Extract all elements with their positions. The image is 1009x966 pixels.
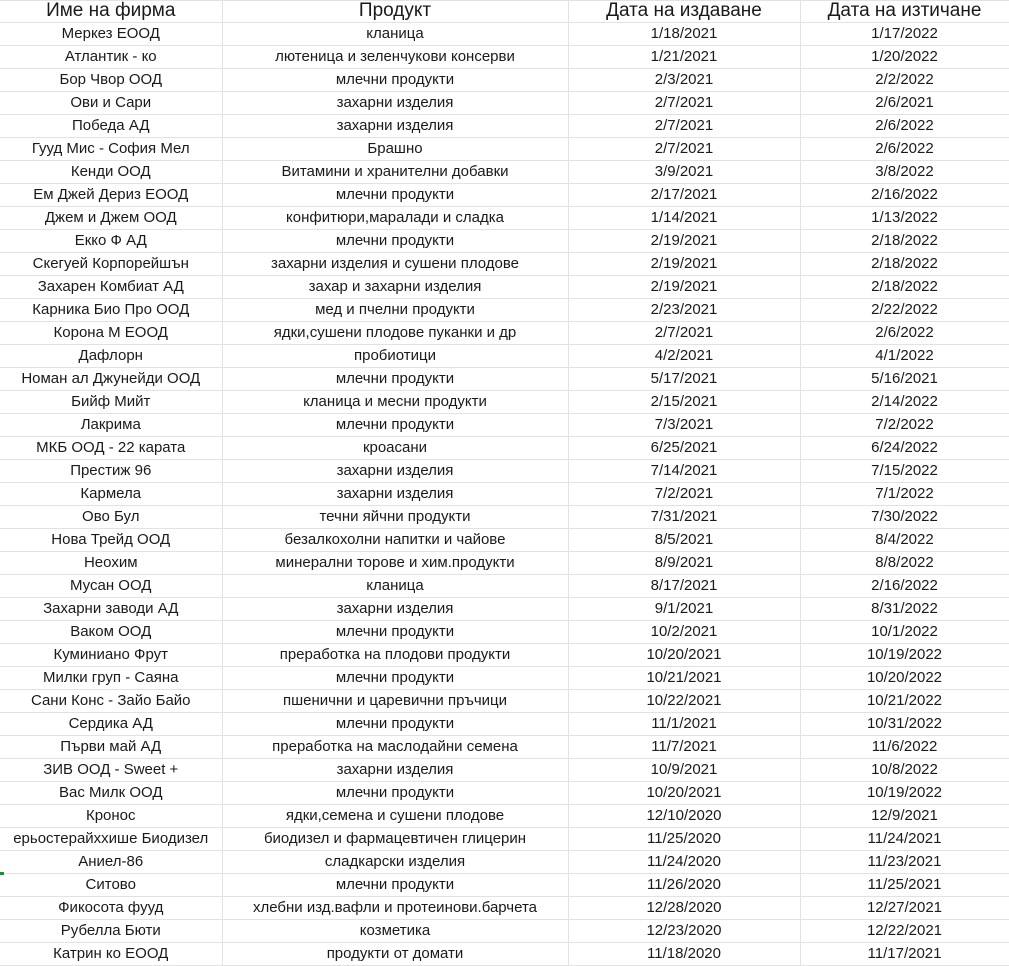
product-cell[interactable]: млечни продукти: [222, 414, 568, 437]
product-cell[interactable]: минерални торове и хим.продукти: [222, 552, 568, 575]
issue-date-cell[interactable]: 2/7/2021: [568, 138, 800, 161]
issue-date-cell[interactable]: 10/9/2021: [568, 759, 800, 782]
company-cell[interactable]: Лакрима: [0, 414, 222, 437]
table-row: [0, 621, 1009, 644]
table-row: [0, 69, 1009, 92]
company-cell[interactable]: Екко Ф АД: [0, 230, 222, 253]
table-row: [0, 828, 1009, 851]
issue-date-cell[interactable]: 12/23/2020: [568, 920, 800, 943]
product-cell[interactable]: сладкарски изделия: [222, 851, 568, 874]
company-cell[interactable]: Ем Джей Дериз ЕООД: [0, 184, 222, 207]
expiry-date-cell[interactable]: 10/8/2022: [800, 759, 1009, 782]
product-cell[interactable]: млечни продукти: [222, 667, 568, 690]
product-cell[interactable]: безалкохолни напитки и чайове: [222, 529, 568, 552]
company-cell[interactable]: Дафлорн: [0, 345, 222, 368]
expiry-date-cell[interactable]: 8/4/2022: [800, 529, 1009, 552]
issue-date-cell[interactable]: 7/2/2021: [568, 483, 800, 506]
company-cell[interactable]: Ови и Сари: [0, 92, 222, 115]
expiry-date-cell[interactable]: 2/18/2022: [800, 276, 1009, 299]
expiry-date-cell[interactable]: 6/24/2022: [800, 437, 1009, 460]
issue-date-cell[interactable]: 11/7/2021: [568, 736, 800, 759]
product-cell[interactable]: кланица: [222, 23, 568, 46]
expiry-date-cell[interactable]: 1/13/2022: [800, 207, 1009, 230]
table-row: [0, 943, 1009, 966]
company-cell[interactable]: Захарни заводи АД: [0, 598, 222, 621]
table-row: [0, 184, 1009, 207]
company-cell[interactable]: Мусан ООД: [0, 575, 222, 598]
issue-date-cell[interactable]: 3/9/2021: [568, 161, 800, 184]
table-row: [0, 207, 1009, 230]
product-cell[interactable]: захарни изделия и сушени плодове: [222, 253, 568, 276]
product-cell[interactable]: кроасани: [222, 437, 568, 460]
issue-date-cell[interactable]: 10/20/2021: [568, 782, 800, 805]
table-row: [0, 713, 1009, 736]
issue-date-cell[interactable]: 7/3/2021: [568, 414, 800, 437]
product-cell[interactable]: кланица: [222, 575, 568, 598]
issue-date-cell[interactable]: 8/17/2021: [568, 575, 800, 598]
company-cell[interactable]: Нова Трейд ООД: [0, 529, 222, 552]
issue-date-cell[interactable]: 11/25/2020: [568, 828, 800, 851]
company-cell[interactable]: Куминиано Фрут: [0, 644, 222, 667]
issue-date-cell[interactable]: 12/28/2020: [568, 897, 800, 920]
issue-date-cell[interactable]: 2/3/2021: [568, 69, 800, 92]
table-row: [0, 115, 1009, 138]
product-cell[interactable]: пробиотици: [222, 345, 568, 368]
company-cell[interactable]: Захарен Комбиат АД: [0, 276, 222, 299]
product-cell[interactable]: млечни продукти: [222, 69, 568, 92]
company-cell[interactable]: Катрин ко ЕООД: [0, 943, 222, 966]
product-cell[interactable]: захарни изделия: [222, 483, 568, 506]
table-row: [0, 690, 1009, 713]
table-row: [0, 483, 1009, 506]
expiry-date-cell[interactable]: 1/20/2022: [800, 46, 1009, 69]
company-cell[interactable]: Меркез ЕООД: [0, 23, 222, 46]
issue-date-cell[interactable]: 2/17/2021: [568, 184, 800, 207]
table-row: [0, 437, 1009, 460]
table-row: [0, 759, 1009, 782]
product-cell[interactable]: биодизел и фармацевтичен глицерин: [222, 828, 568, 851]
company-cell[interactable]: Фикосота фууд: [0, 897, 222, 920]
expiry-date-cell[interactable]: 11/25/2021: [800, 874, 1009, 897]
company-cell[interactable]: Ситово: [0, 874, 222, 897]
table-row: [0, 506, 1009, 529]
table-row: [0, 92, 1009, 115]
company-cell[interactable]: ерьостерайххише Биодизел: [0, 828, 222, 851]
table-row: [0, 782, 1009, 805]
issue-date-cell[interactable]: 11/26/2020: [568, 874, 800, 897]
product-cell[interactable]: млечни продукти: [222, 874, 568, 897]
issue-date-cell[interactable]: 8/5/2021: [568, 529, 800, 552]
issue-date-cell[interactable]: 2/15/2021: [568, 391, 800, 414]
table-row: [0, 276, 1009, 299]
company-cell[interactable]: Корона М ЕООД: [0, 322, 222, 345]
expiry-date-cell[interactable]: 7/2/2022: [800, 414, 1009, 437]
issue-date-cell[interactable]: 1/14/2021: [568, 207, 800, 230]
company-cell[interactable]: Сердика АД: [0, 713, 222, 736]
product-cell[interactable]: пшенични и царевични пръчици: [222, 690, 568, 713]
issue-date-cell[interactable]: 2/19/2021: [568, 230, 800, 253]
expiry-date-cell[interactable]: 1/17/2022: [800, 23, 1009, 46]
company-cell[interactable]: Ово Бул: [0, 506, 222, 529]
expiry-date-cell[interactable]: 10/1/2022: [800, 621, 1009, 644]
issue-date-cell[interactable]: 8/9/2021: [568, 552, 800, 575]
table-row: [0, 230, 1009, 253]
expiry-date-cell[interactable]: 2/6/2021: [800, 92, 1009, 115]
table-row: [0, 552, 1009, 575]
product-cell[interactable]: течни яйчни продукти: [222, 506, 568, 529]
product-cell[interactable]: преработка на маслодайни семена: [222, 736, 568, 759]
product-cell[interactable]: захарни изделия: [222, 460, 568, 483]
issue-date-cell[interactable]: 2/7/2021: [568, 322, 800, 345]
expiry-date-cell[interactable]: 10/31/2022: [800, 713, 1009, 736]
table-row: [0, 253, 1009, 276]
expiry-date-cell[interactable]: 8/31/2022: [800, 598, 1009, 621]
issue-date-cell[interactable]: 10/21/2021: [568, 667, 800, 690]
issue-date-cell[interactable]: 2/19/2021: [568, 253, 800, 276]
product-cell[interactable]: захарни изделия: [222, 92, 568, 115]
product-cell[interactable]: захарни изделия: [222, 598, 568, 621]
header-cell-expiry-date[interactable]: Дата на изтичане: [800, 0, 1009, 23]
product-cell[interactable]: захар и захарни изделия: [222, 276, 568, 299]
expiry-date-cell[interactable]: 11/6/2022: [800, 736, 1009, 759]
product-cell[interactable]: лютеница и зеленчукови консерви: [222, 46, 568, 69]
issue-date-cell[interactable]: 11/1/2021: [568, 713, 800, 736]
expiry-date-cell[interactable]: 7/30/2022: [800, 506, 1009, 529]
table-row: [0, 161, 1009, 184]
issue-date-cell[interactable]: 1/18/2021: [568, 23, 800, 46]
expiry-date-cell[interactable]: 10/19/2022: [800, 782, 1009, 805]
company-cell[interactable]: Милки груп - Саяна: [0, 667, 222, 690]
company-cell[interactable]: Вас Милк ООД: [0, 782, 222, 805]
expiry-date-cell[interactable]: 7/1/2022: [800, 483, 1009, 506]
product-cell[interactable]: млечни продукти: [222, 713, 568, 736]
product-cell[interactable]: кланица и месни продукти: [222, 391, 568, 414]
header-cell-product[interactable]: Продукт: [222, 0, 568, 23]
issue-date-cell[interactable]: 11/18/2020: [568, 943, 800, 966]
table-row: [0, 598, 1009, 621]
company-cell[interactable]: Кронос: [0, 805, 222, 828]
issue-date-cell[interactable]: 4/2/2021: [568, 345, 800, 368]
table-row: [0, 345, 1009, 368]
expiry-date-cell[interactable]: 2/2/2022: [800, 69, 1009, 92]
header-row: [0, 0, 1009, 23]
issue-date-cell[interactable]: 9/1/2021: [568, 598, 800, 621]
product-cell[interactable]: преработка на плодови продукти: [222, 644, 568, 667]
expiry-date-cell[interactable]: 2/14/2022: [800, 391, 1009, 414]
expiry-date-cell[interactable]: 4/1/2022: [800, 345, 1009, 368]
expiry-date-cell[interactable]: 12/27/2021: [800, 897, 1009, 920]
expiry-date-cell[interactable]: 5/16/2021: [800, 368, 1009, 391]
table-row: [0, 46, 1009, 69]
product-cell[interactable]: хлебни изд.вафли и протеинови.барчета: [222, 897, 568, 920]
issue-date-cell[interactable]: 6/25/2021: [568, 437, 800, 460]
table-row: [0, 667, 1009, 690]
expiry-date-cell[interactable]: 2/18/2022: [800, 253, 1009, 276]
product-cell[interactable]: ядки,сушени плодове пуканки и др: [222, 322, 568, 345]
product-cell[interactable]: захарни изделия: [222, 759, 568, 782]
product-cell[interactable]: ядки,семена и сушени плодове: [222, 805, 568, 828]
issue-date-cell[interactable]: 2/19/2021: [568, 276, 800, 299]
company-cell[interactable]: Кармела: [0, 483, 222, 506]
expiry-date-cell[interactable]: 10/20/2022: [800, 667, 1009, 690]
selection-marker: [0, 872, 4, 875]
company-cell[interactable]: Бийф Мийт: [0, 391, 222, 414]
issue-date-cell[interactable]: 5/17/2021: [568, 368, 800, 391]
company-cell[interactable]: Престиж 96: [0, 460, 222, 483]
product-cell[interactable]: захарни изделия: [222, 115, 568, 138]
table-row: [0, 805, 1009, 828]
expiry-date-cell[interactable]: 10/21/2022: [800, 690, 1009, 713]
issue-date-cell[interactable]: 2/7/2021: [568, 92, 800, 115]
company-cell[interactable]: Джем и Джем ООД: [0, 207, 222, 230]
company-cell[interactable]: Сани Конс - Зайо Байо: [0, 690, 222, 713]
company-cell[interactable]: Нoман ал Джунейди ООД: [0, 368, 222, 391]
product-cell[interactable]: мед и пчелни продукти: [222, 299, 568, 322]
expiry-date-cell[interactable]: 2/22/2022: [800, 299, 1009, 322]
company-cell[interactable]: Атлантик - ко: [0, 46, 222, 69]
table-row: [0, 529, 1009, 552]
expiry-date-cell[interactable]: 2/6/2022: [800, 322, 1009, 345]
product-cell[interactable]: млечни продукти: [222, 368, 568, 391]
company-cell[interactable]: Ваком ООД: [0, 621, 222, 644]
company-cell[interactable]: ЗИВ ООД - Sweet +: [0, 759, 222, 782]
issue-date-cell[interactable]: 7/14/2021: [568, 460, 800, 483]
expiry-date-cell[interactable]: 11/24/2021: [800, 828, 1009, 851]
table-row: [0, 851, 1009, 874]
issue-date-cell[interactable]: 2/7/2021: [568, 115, 800, 138]
product-cell[interactable]: млечни продукти: [222, 230, 568, 253]
table-row: [0, 322, 1009, 345]
company-cell[interactable]: Рубелла Бюти: [0, 920, 222, 943]
issue-date-cell[interactable]: 10/20/2021: [568, 644, 800, 667]
issue-date-cell[interactable]: 12/10/2020: [568, 805, 800, 828]
expiry-date-cell[interactable]: 2/16/2022: [800, 575, 1009, 598]
issue-date-cell[interactable]: 10/22/2021: [568, 690, 800, 713]
company-cell[interactable]: Бор Чвор ООД: [0, 69, 222, 92]
issue-date-cell[interactable]: 2/23/2021: [568, 299, 800, 322]
product-cell[interactable]: Брашно: [222, 138, 568, 161]
expiry-date-cell[interactable]: 10/19/2022: [800, 644, 1009, 667]
product-cell[interactable]: продукти от домати: [222, 943, 568, 966]
table-row: [0, 644, 1009, 667]
company-cell[interactable]: Кенди ООД: [0, 161, 222, 184]
issue-date-cell[interactable]: 7/31/2021: [568, 506, 800, 529]
company-cell[interactable]: Победа АД: [0, 115, 222, 138]
table-row: [0, 575, 1009, 598]
header-cell-issue-date[interactable]: Дата на издаване: [568, 0, 800, 23]
table-row: [0, 414, 1009, 437]
product-cell[interactable]: млечни продукти: [222, 184, 568, 207]
company-cell[interactable]: Скегуей Корпорейшън: [0, 253, 222, 276]
expiry-date-cell[interactable]: 12/9/2021: [800, 805, 1009, 828]
table-row: [0, 920, 1009, 943]
table-row: [0, 368, 1009, 391]
table-row: [0, 874, 1009, 897]
expiry-date-cell[interactable]: 7/15/2022: [800, 460, 1009, 483]
issue-date-cell[interactable]: 11/24/2020: [568, 851, 800, 874]
table-row: [0, 23, 1009, 46]
expiry-date-cell[interactable]: 11/23/2021: [800, 851, 1009, 874]
product-cell[interactable]: конфитюри,маралади и сладка: [222, 207, 568, 230]
expiry-date-cell[interactable]: 2/16/2022: [800, 184, 1009, 207]
company-cell[interactable]: Гууд Мис - София Мел: [0, 138, 222, 161]
table-row: [0, 460, 1009, 483]
expiry-date-cell[interactable]: 3/8/2022: [800, 161, 1009, 184]
product-cell[interactable]: козметика: [222, 920, 568, 943]
expiry-date-cell[interactable]: 8/8/2022: [800, 552, 1009, 575]
company-cell[interactable]: Аниел-86: [0, 851, 222, 874]
expiry-date-cell[interactable]: 11/17/2021: [800, 943, 1009, 966]
product-cell[interactable]: млечни продукти: [222, 782, 568, 805]
issue-date-cell[interactable]: 10/2/2021: [568, 621, 800, 644]
company-cell[interactable]: Първи май АД: [0, 736, 222, 759]
expiry-date-cell[interactable]: 2/6/2022: [800, 115, 1009, 138]
company-cell[interactable]: Карника Био Про ООД: [0, 299, 222, 322]
header-cell-company[interactable]: Име на фирма: [0, 0, 222, 23]
company-cell[interactable]: МКБ ООД - 22 карата: [0, 437, 222, 460]
expiry-date-cell[interactable]: 2/6/2022: [800, 138, 1009, 161]
table-row: [0, 391, 1009, 414]
table-row: [0, 736, 1009, 759]
company-cell[interactable]: Неохим: [0, 552, 222, 575]
expiry-date-cell[interactable]: 12/22/2021: [800, 920, 1009, 943]
table-row: [0, 897, 1009, 920]
table-row: [0, 138, 1009, 161]
expiry-date-cell[interactable]: 2/18/2022: [800, 230, 1009, 253]
product-cell[interactable]: Витамини и хранителни добавки: [222, 161, 568, 184]
issue-date-cell[interactable]: 1/21/2021: [568, 46, 800, 69]
table-row: [0, 299, 1009, 322]
product-cell[interactable]: млечни продукти: [222, 621, 568, 644]
